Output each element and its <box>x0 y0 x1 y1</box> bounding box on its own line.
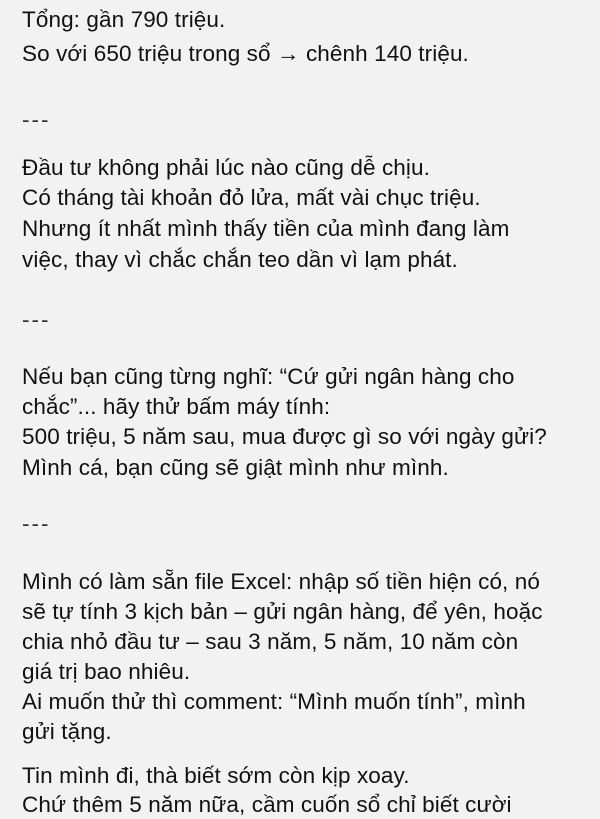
text-line: chắc”... hãy thử bấm máy tính: <box>22 394 331 419</box>
text-line: sẽ tự tính 3 kịch bản – gửi ngân hàng, để yên, hoặc <box>22 599 543 624</box>
text-line: Nhưng ít nhất mình thấy tiền của mình đang làm <box>22 216 510 241</box>
text-line: Có tháng tài khoản đỏ lửa, mất vài chục triệu. <box>22 185 481 210</box>
text-line: Mình có làm sẵn file Excel: nhập số tiền hiện có, nó <box>22 569 540 594</box>
text-line: giá trị bao nhiêu. <box>22 659 191 684</box>
text-line: Nếu bạn cũng từng nghĩ: “Cứ gửi ngân hàng cho <box>22 364 515 389</box>
text-line: Đầu tư không phải lúc nào cũng dễ chịu. <box>22 155 430 180</box>
text-line: Mình cá, bạn cũng sẽ giật mình như mình. <box>22 455 449 480</box>
text-line: Tổng: gần 790 triệu. <box>22 7 226 32</box>
section-separator: --- <box>22 107 51 132</box>
section-separator: --- <box>22 307 51 332</box>
text-line: việc, thay vì chắc chắn teo dần vì lạm phát. <box>22 247 458 272</box>
text-line: 500 triệu, 5 năm sau, mua được gì so với ngày gửi? <box>22 424 547 449</box>
text-line: Tin mình đi, thà biết sớm còn kịp xoay. <box>22 763 410 788</box>
text-line: gửi tặng. <box>22 719 112 744</box>
text-line: So với 650 triệu trong sổ → chênh 140 triệu. <box>22 41 469 66</box>
text-line: Ai muốn thử thì comment: “Mình muốn tính”, mình <box>22 689 526 714</box>
text-line: Chứ thêm 5 năm nữa, cầm cuốn sổ chỉ biết cười <box>22 792 512 817</box>
section-separator: --- <box>22 511 51 536</box>
text-line: chia nhỏ đầu tư – sau 3 năm, 5 năm, 10 năm còn <box>22 629 519 654</box>
